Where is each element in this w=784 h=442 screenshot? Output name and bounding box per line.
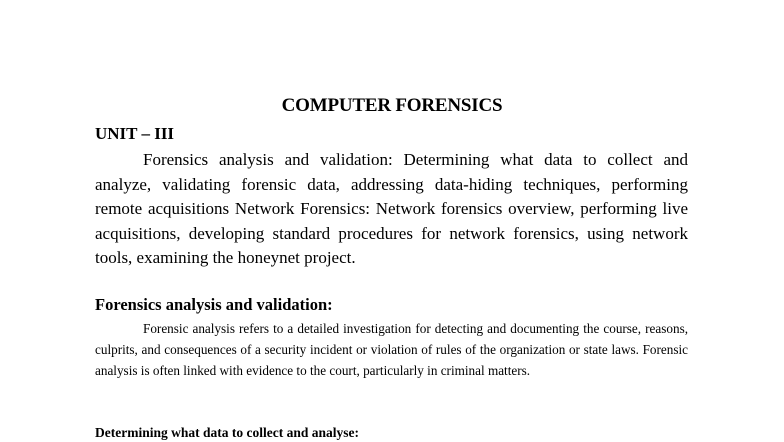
subsection-heading: Determining what data to collect and analyse: <box>95 425 359 440</box>
page-title: COMPUTER FORENSICS <box>281 95 503 116</box>
section-heading: Forensics analysis and validation: <box>95 295 333 314</box>
unit-overview-paragraph: Forensics analysis and validation: Determining what data to collect and analyze, validating forensic data, addressing data-hiding techniques, performing remote acquisitions Network Forensics: Network forensics overview, performing live acquisitions, developing standard procedures for network forensics, using network tools, examining the honeynet project. <box>95 150 688 267</box>
unit-heading: UNIT – III <box>95 124 175 143</box>
section-paragraph: Forensic analysis refers to a detailed investigation for detecting and documenting the course, reasons, culprits, and consequences of a security incident or violation of rules of the organization or state laws. Forensic analysis is often linked with evidence to the court, particularly in criminal matters. <box>95 321 688 378</box>
